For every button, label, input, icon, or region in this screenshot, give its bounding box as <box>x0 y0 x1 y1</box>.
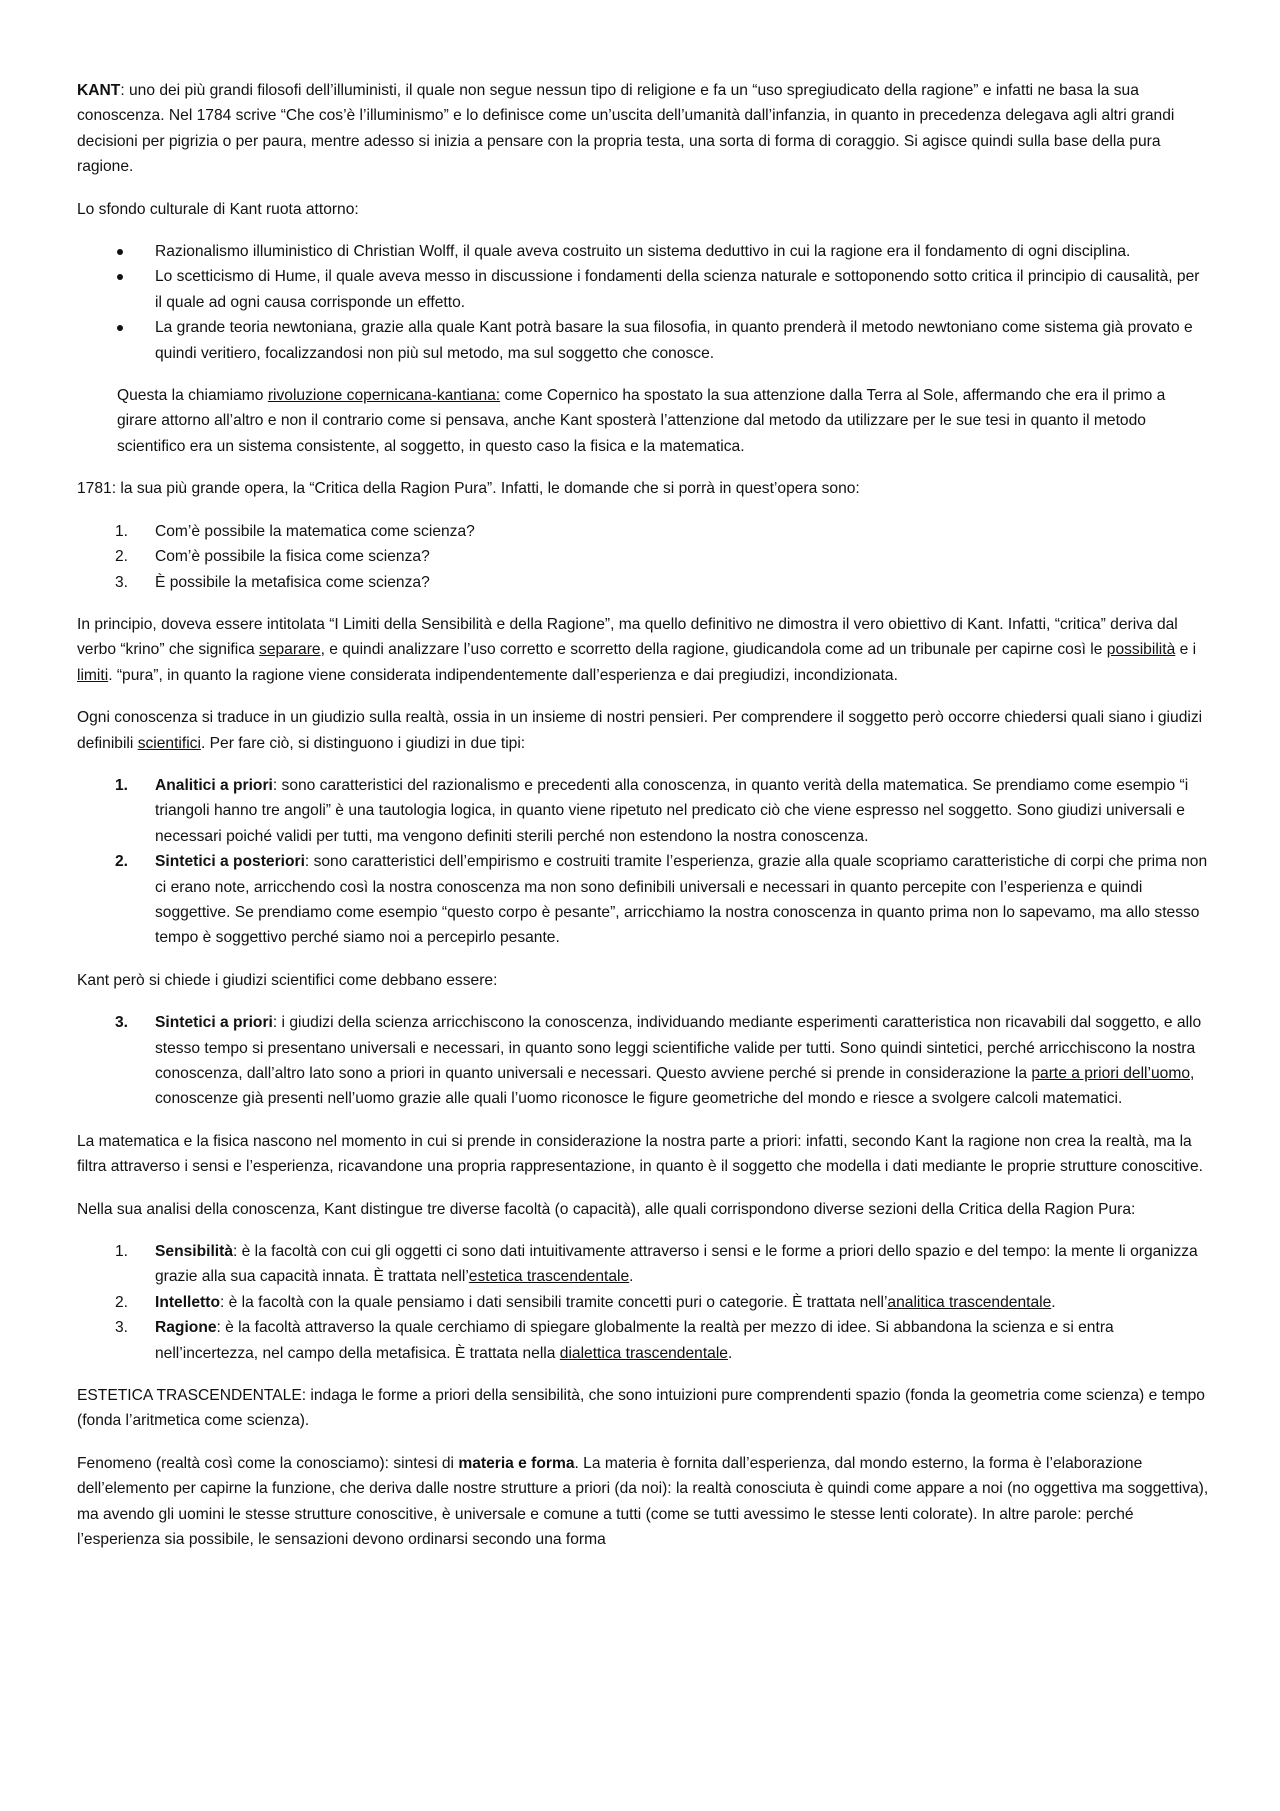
list-item: 3. È possibile la metafisica come scienza? <box>115 573 430 591</box>
faculties-intro: Nella sua analisi della conoscenza, Kant distingue tre diverse facoltà (o capacità), alle quali corrispondono diverse sezioni della Critica della Ragion Pura: <box>77 1200 1136 1218</box>
critica-intro: 1781: la sua più grande opera, la “Critica della Ragion Pura”. Infatti, le domande che si porrà in quest’opera sono: <box>77 480 860 498</box>
revolution-term: rivoluzione copernicana-kantiana: <box>267 387 501 405</box>
background-intro: Lo sfondo culturale di Kant ruota attorno: <box>77 200 359 218</box>
judgement-paragraph: Ogni conoscenza si traduce in un giudizio sulla realtà, ossia in un insieme di nostri pensieri. Per comprendere il soggetto però occorre chiedersi quali siano i giudizi definibili scientifici. Per fare ciò, si distinguono i giudizi in due tipi: <box>77 709 1203 752</box>
list-item: 1. Sensibilità: è la facoltà con cui gli oggetti ci sono dati intuitivamente attraverso i sensi e le forme a priori dello spazio e del tempo: la mente li organizza grazie alla sua capacità innata. È trattata nell’estetica trascendentale. <box>115 1243 1198 1286</box>
estetica-paragraph: ESTETICA TRASCENDENTALE: indaga le forme a priori della sensibilità, che sono intuizioni pure comprendenti spazio (fonda la geometria come scienza) e tempo (fonda l’aritmetica come scienza). <box>77 1387 1205 1430</box>
list-item: 2. Sintetici a posteriori: sono caratteristici dell’empirismo e costruiti tramite l’esperienza, grazie alla quale scopriamo caratteristiche di corpi che prima non ci erano note, arricchendo così la nostra conoscenza ma non sono definibili universali e necessari in quanto percepite con l’esperienza e quindi soggettive. Se prendiamo come esempio “questo corpo è pesante”, arricchiamo la nostra conoscenza in quanto prima non lo sapevamo, ma allo stesso tempo è soggettivo perché siamo noi a percepirlo pesante. <box>115 853 1208 947</box>
faculties-list <box>77 1239 1209 1366</box>
document-page <box>77 78 1209 1570</box>
background-list <box>77 239 1209 366</box>
bullet-icon <box>117 274 123 280</box>
list-item: 1. Analitici a priori: sono caratteristici del razionalismo e precedenti alla conoscenza, in quanto verità della matematica. Se prendiamo come esempio “i triangoli hanno tre angoli” è una tautologia logica, in quanto viene ripetuto nel predicato ciò che viene espresso nel soggetto. Sono giudizi universali e necessari poiché validi per tutti, ma vengono definiti sterili perché non estendono la nostra conoscenza. <box>115 776 1189 845</box>
judgements-list <box>77 773 1209 951</box>
math-paragraph: La matematica e la fisica nascono nel momento in cui si prende in considerazione la nostra parte a priori: infatti, secondo Kant la ragione non crea la realtà, ma la filtra attraverso i sensi e l’esperienza, ricavandone una propria rappresentazione, in quanto è il soggetto che modella i dati mediante le proprie strutture conoscitive. <box>77 1132 1203 1176</box>
list-item: 2. Intelletto: è la facoltà con la quale pensiamo i dati sensibili tramite concetti puri o categorie. È trattata nell’analitica trascendentale. <box>115 1293 1056 1311</box>
bullet-icon <box>117 249 123 255</box>
revolution-paragraph: Questa la chiamiamo rivoluzione copernicana-kantiana: come Copernico ha spostato la sua attenzione dalla Terra al Sole, affermando che era il primo a girare attorno all’altro e non il contrario come si pensava, anche Kant sposterà l’attenzione dal metodo da utilizzare per le sue tesi in quanto il metodo scientifico era un sistema consistente, al soggetto, in questo caso la fisica e la matematica. <box>117 387 1166 455</box>
bullet-icon <box>117 325 123 331</box>
intro-paragraph: KANT: uno dei più grandi filosofi dell’illuministi, il quale non segue nessun tipo di religione e fa un “uso spregiudicato della ragione” e infatti ne basa la sua conoscenza. Nel 1784 scrive “Che cos’è l’illuminismo” e lo definisce come un’uscita dell’umanità dall’infanzia, in quanto in precedenza delegava agli altri grandi decisioni per pigrizia o per paura, mentre adesso si inizia a pensare con la propria testa, una sorta di forma di coraggio. Si agisce quindi sulla base della pura ragione. <box>77 82 1175 176</box>
list-item: La grande teoria newtoniana, grazie alla quale Kant potrà basare la sua filosofia, in quanto prenderà il metodo newtoniano come sistema già provato e quindi veritiero, focalizzandosi non più sul metodo, ma sul soggetto che conosce. <box>77 315 1209 366</box>
list-item: Lo scetticismo di Hume, il quale aveva messo in discussione i fondamenti della scienza naturale e sottoponendo sotto critica il principio di causalità, per il quale ad ogni causa corrisponde un effetto. <box>77 264 1209 315</box>
title-paragraph: In principio, doveva essere intitolata “I Limiti della Sensibilità e della Ragione”, ma quello definitivo ne dimostra il vero obiettivo di Kant. Infatti, “critica” deriva dal verbo “krino” che significa separare, e quindi analizzare l’uso corretto e scorretto della ragione, giudicandola come ad un tribunale per capirne così le possibilità e i limiti. “pura”, in quanto la ragione viene considerata indipendentemente dall’esperienza e dai pregiudizi, incondizionata. <box>77 615 1197 684</box>
judgement3-list <box>77 1010 1209 1112</box>
kant-label: KANT <box>77 82 121 99</box>
list-item: 3. Sintetici a priori: i giudizi della scienza arricchiscono la conoscenza, individuando mediante esperimenti caratteristica non ricavabili dal soggetto, e allo stesso tempo si presentano universali e necessari, in quanto sono leggi scientifiche valide per tutti. Sono quindi sintetici, perché arricchiscono la nostra conoscenza, dall’altro lato sono a priori in quanto universali e necessari. Questo avviene perché si prende in considerazione la parte a priori dell’uomo, conoscenze già presenti nell’uomo grazie alle quali l’uomo riconosce le figure geometriche del mondo e riesce a svolgere calcoli matematici. <box>115 1014 1202 1108</box>
list-item: Razionalismo illuministico di Christian Wolff, il quale aveva costruito un sistema deduttivo in cui la ragione era il fondamento di ogni disciplina. <box>77 239 1209 264</box>
list-item: 1. Com’è possibile la matematica come scienza? <box>115 522 475 540</box>
phenomenon-paragraph: Fenomeno (realtà così come la conosciamo): sintesi di materia e forma. La materia è fornita dall’esperienza, dal mondo esterno, la forma è l’elaborazione dell’elemento per capirne la funzione, che deriva dalle nostre strutture a priori (da noi): la realtà conosciuta è quindi come appare a noi (no oggettiva ma soggettiva), ma avendo gli uomini le stesse strutture conoscitive, è universale e comune a tutti (come se tutti avessimo le stesse lenti colorate). In altre parole: perché l’esperienza sia possibile, le sensazioni devono ordinarsi secondo una forma <box>77 1454 1209 1549</box>
list-item: 3. Ragione: è la facoltà attraverso la quale cerchiamo di spiegare globalmente la realtà per mezzo di idee. Si abbandona la scienza e si entra nell’incertezza, nel campo della metafisica. È trattata nella dialettica trascendentale. <box>115 1319 1114 1362</box>
questions-list <box>77 519 1209 595</box>
list-item: 2. Com’è possibile la fisica come scienza? <box>115 548 430 566</box>
kant-question: Kant però si chiede i giudizi scientifici come debbano essere: <box>77 971 498 989</box>
